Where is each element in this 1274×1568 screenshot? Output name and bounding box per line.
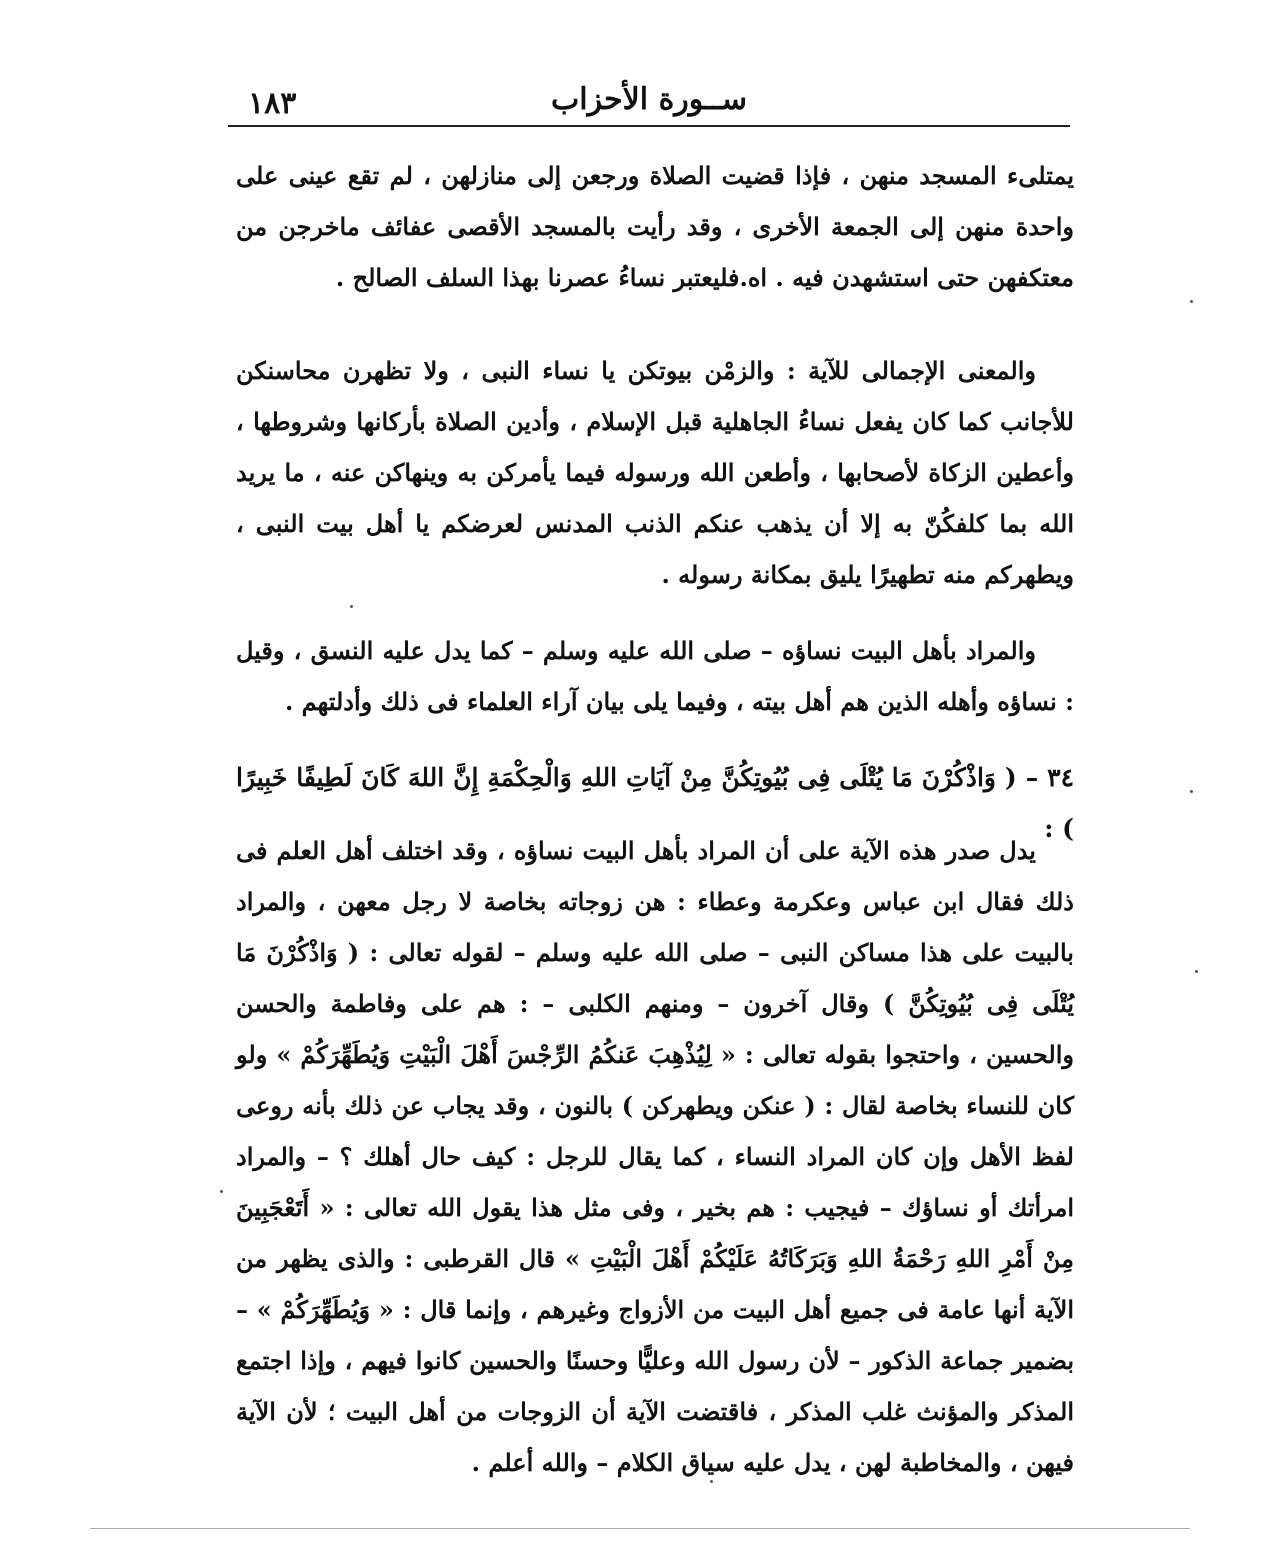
scan-speck [350,605,353,608]
paragraph-5: يدل صدر هذه الآية على أن المراد بأهل البيت نساؤه ، وقد اختلف أهل العلم فى ذلك فقال ابن عباس وعكرمة وعطاء : هن زوجاته بخاصة لا رجل معهن ، والمراد بالبيت على هذا مساكن النبى – صلى الله عليه وسلم – لقوله تعالى : ( وَاذْكُرْنَ مَا يُتْلَى فِى بُيُوتِكُنَّ ) وقال آخرون – ومنهم الكلبى – : هم على وفاطمة والحسن والحسين ، واحتجوا بقوله تعالى : « لِيُذْهِبَ عَنكُمُ الرِّجْسَ أَهْلَ الْبَيْتِ وَيُطَهِّرَكُمْ » ولو كان للنساء بخاصة لقال : ( عنكن ويطهركن ) بالنون ، وقد يجاب عن ذلك بأنه روعى لفظ الأهل وإن كان المراد النساء ، كما يقال للرجل : كيف حال أهلك ؟ – والمراد امرأتك أو نساؤك – فيجيب : هم بخير ، وفى مثل هذا يقول الله تعالى : « أَتَعْجَبِينَ مِنْ أَمْرِ اللهِ رَحْمَةُ اللهِ وَبَرَكَاتُهُ عَلَيْكُمْ أَهْلَ الْبَيْتِ » قال القرطبى : والذى يظهر من الآية أنها عامة فى جميع أهل البيت من الأزواج وغيرهم ، وإنما قال : « وَيُطَهِّرَكُمْ » – بضمير جماعة الذكور – لأن رسول الله وعليًّا وحسنًا والحسين كانوا فيهم ، وإذا اجتمع المذكر والمؤنث غلب المذكر ، فاقتضت الآية أن الزوجات من أهل البيت ؛ لأن الآية فيهن ، والمخاطبة لهن ، يدل عليه سياق الكلام – والله أعلم . [236,836,1074,1477]
page-header [228,82,1070,126]
verse-heading: ٣٤ – ( وَاذْكُرْنَ مَا يُتْلَى فِى بُيُوتِكُنَّ مِنْ آيَاتِ اللهِ وَالْحِكْمَةِ إِنَّ اللهَ كَانَ لَطِيفًا خَبِيرًا ) : [236,763,1074,843]
scan-speck [1195,970,1198,973]
paragraph-3: والمراد بأهل البيت نساؤه – صلى الله عليه وسلم – كما يدل عليه النسق ، وقيل : نساؤه وأهله الذين هم أهل بيته ، وفيما يلى بيان آراء العلماء فى ذلك وأدلتهم . [236,636,1074,716]
scan-bottom-edge [90,1528,1190,1529]
paragraph-2: والمعنى الإجمالى للآية : والزمْن بيوتكن يا نساء النبى ، ولا تظهرن محاسنكن للأجانب كما كان يفعل نساءُ الجاهلية قبل الإسلام ، وأدين الصلاة بأركانها وشروطها ، وأعطين الزكاة لأصحابها ، وأطعن الله ورسوله فيما يأمركن به وينهاكن عنه ، ما يريد الله بما كلفكُنّ به إلا أن يذهب عنكم الذنب المدنس لعرضكم يا أهل بيت النبى ، ويطهركم منه تطهيرًا يليق بمكانة رسوله . [236,356,1074,589]
scan-speck [710,1480,713,1483]
paragraph-1: يمتلىء المسجد منهن ، فإذا قضيت الصلاة ورجعن إلى منازلهن ، لم تقع عينى على واحدة منهن إلى الجمعة الأخرى ، وقد رأيت بالمسجد الأقصى عفائف ماخرجن من معتكفهن حتى استشهدن فيه . اه.فليعتبر نساءُ عصرنا بهذا السلف الصالح . [236,161,1074,292]
running-title: ســورة الأحزاب [551,82,747,117]
scan-speck [1190,790,1193,793]
page-number: ١٨٣ [248,86,297,121]
scan-speck [220,1190,223,1193]
header-divider [228,125,1070,127]
scan-speck [1190,300,1193,303]
